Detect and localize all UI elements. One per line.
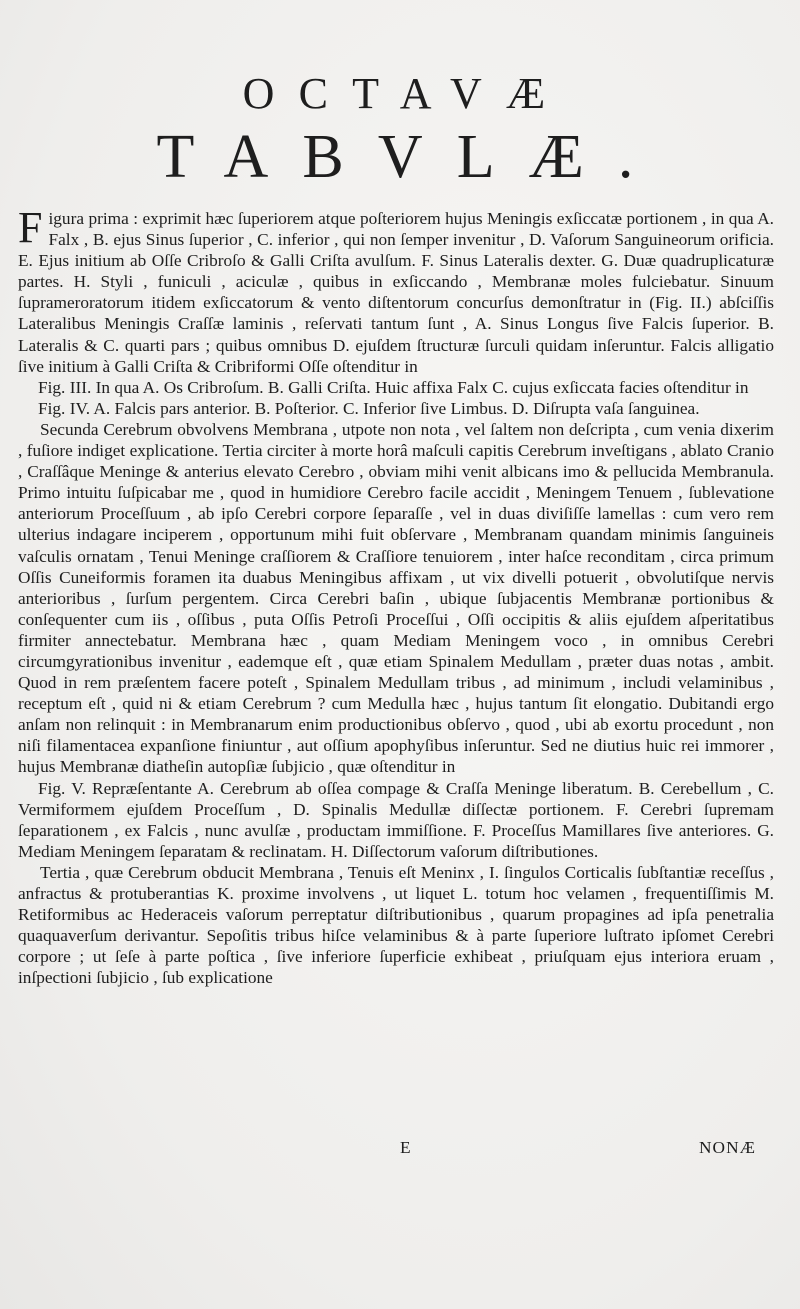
title-line-1: OCTAVÆ — [242, 69, 570, 118]
paragraph-6: Tertia , quæ Cerebrum obducit Membrana , Tenuis eſt Meninx , I. ſingulos Corticalis ſubſtantiæ receſſus , anfractus & protuberantias K. proxime involvens , ut liquet L. totum hoc velamen , frequentiſſimis M. Retiformibus ac Hederaceis vaſorum perreptatur diſtributionibus , quarum propagines ad ipſa penetralia quaquaverſum derivantur. Sepoſitis tribus hiſce velaminibus & à parte ſuperiore luſtrato ipſomet Cerebri corpore ; ut ſeſe à parte poſtica , ſive inferiore ſuperficie exhibeat , priuſquam ejus interiora eruam , inſpectioni ſubjicio , ſub explicatione — [18, 862, 774, 988]
body-text — [18, 203, 774, 988]
catchword: NONÆ — [699, 1138, 756, 1157]
paragraph-1-text: igura prima : exprimit hæc ſuperiorem atque poſteriorem hujus Meningis exſiccatæ portionem , in qua A. Falx , B. ejus Sinus ſuperior , C. inferior , qui non ſemper invenitur , D. Vaſorum Sanguineorum orificia. E. Ejus initium ab Oſſe Cribroſo & Galli Criſta avulſum. F. Sinus Lateralis dexter. G. Duæ quadruplicaturæ partes. H. Styli , funiculi , aciculæ , quibus in exſiccando , Membranæ moles fulciebatur. Sinuum ſuprameroratorum itidem exſiccatorum & vento diſtentorum concurſus demonſtratur in (Fig. II.) abſciſſis Lateralibus Meningis Craſſæ laminis , reſervati tantum ſunt , A. Sinus Longus ſive Falcis ſuperior. B. Lateralis & C. quarti pars ; quibus omnibus D. ejuſdem ſtructuræ ſurculi quidam inſeruntur. Falcis alligatio ſive initium à Galli Criſta & Cribriformi Oſſe oſtenditur in — [18, 209, 774, 376]
paragraph-4: Secunda Cerebrum obvolvens Membrana , utpote non nota , vel ſaltem non deſcripta , cum venia dixerim , fuſiore indiget explicatione. Tertia circiter à morte horâ maſculi capitis Cerebrum inveſtigans , ablato Cranio , Craſſâque Meninge & anterius elevato Cerebro , obviam mihi venit albicans imo & pellucida Membranula. Primo intuitu ſuſpicabar me , quod in humidiore Cerebro facile accidit , Meningem Tenuem , ſublevatione anteriorum Proceſſuum , ab ipſo Cerebri corpore ſeparaſſe , vel in duas diviſiſſe lamellas : cum vero rem ulterius indagare inciperem , opportunum mihi fuit obſervare , Membranam quandam minimis ſanguineis vaſculis ornatam , Tenui Meninge craſſiorem & Craſſiore tenuiorem , inter haſce reconditam , circa primum Oſſis Cuneiformis foramen ita duabus Meningibus affixam , ut vix divelli potuerit , obvolutiſque nervis anterioribus , ſurſum pergentem. Circa Cerebri baſin , ubique ſubjacentis Membranæ portionibus & conſequenter cum iis , oſſibus , puta Oſſis Petroſi Proceſſui , Oſſi occipitis & aliis ejuſdem aſperitatibus firmiter annectebatur. Membrana hæc , quam Mediam Meningem voco , in omnibus Cerebri circumgyrationibus invenitur , eademque eſt , quæ etiam Spinalem Medullam , præter duas notas , ambit. Quod in rem præſentem facere poteſt , Spinalem Medullam tribus , ad minimum , includi velaminibus , receptum eſt , quid ni & etiam Cerebrum ? cum Medulla hæc , hujus tantum ſit elongatio. Dubitandi ergo anſam non relinquit : in Membranarum enim productionibus obſervo , quod , ubi ab exortu procedunt , non niſi filamentacea expanſione finiuntur , aut oſſium apophyſibus inſeruntur. Sed ne diutius huic rei immorer , hujus Membranæ diatheſin autopſiæ ſubjicio , quæ oſtenditur in — [18, 419, 774, 777]
title-line-2: TABVLÆ. — [156, 123, 668, 191]
paragraph-5: Fig. V. Repræſentante A. Cerebrum ab oſſea compage & Craſſa Meninge liberatum. B. Cerebellum , C. Vermiformem ejuſdem Proceſſum , D. Spinalis Medullæ diſſectæ portionem. F. Cerebri ſupremam ſeparationem , ex Falcis , nunc avulſæ , productam immiſſione. F. Proceſſus Mamillares ſive anteriores. G. Mediam Meningem ſeparatam & reclinatam. H. Diſſectorum vaſorum diſtributiones. — [18, 778, 774, 861]
signature-mark: E — [400, 1138, 411, 1157]
paragraph-3: Fig. IV. A. Falcis pars anterior. B. Poſterior. C. Inferior ſive Limbus. D. Diſrupta vaſa ſanguinea. — [38, 398, 700, 418]
page-footer — [0, 1138, 800, 1162]
paragraph-2: Fig. III. In qua A. Os Cribroſum. B. Galli Criſta. Huic affixa Falx C. cujus exſiccata facies oſtenditur in — [38, 377, 749, 397]
paragraph-1 — [18, 203, 774, 377]
drop-cap: F — [18, 203, 43, 252]
